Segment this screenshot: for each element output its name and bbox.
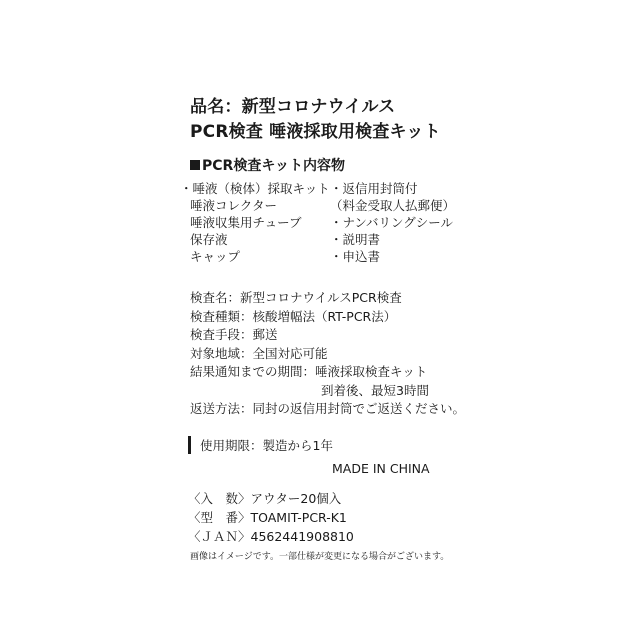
list-item: ・申込書 (330, 249, 381, 264)
inspection-details (190, 289, 465, 419)
contents-left-list (180, 180, 330, 265)
list-item: （料金受取人払郵便） (330, 198, 456, 213)
spec-line: 〈型 番〉TOAMIT-PCR-K1 (188, 510, 347, 525)
detail-line: 検査種類：核酸増幅法（RT-PCR法） (190, 308, 397, 324)
spec-line: 〈入 数〉アウター20個入 (188, 491, 342, 506)
detail-line: 検査手段：郵送 (190, 327, 278, 342)
contents-right-list (330, 180, 455, 265)
expiry-vertical-bar (188, 436, 191, 454)
detail-line: 検査名：新型コロナウイルスPCR検査 (190, 290, 402, 305)
list-item: 保存液 (190, 232, 228, 247)
list-item: ・説明書 (330, 232, 381, 247)
list-item: ・返信用封筒付 (330, 181, 418, 196)
product-title-line1: 品名：新型コロナウイルス (190, 97, 396, 117)
product-title-line2: PCR検査 唾液採取用検査キット (190, 122, 441, 142)
detail-line: 結果通知までの期間：唾液採取検査キット (190, 364, 428, 379)
detail-line: 返送方法：同封の返信用封筒でご返送ください。 (190, 401, 466, 416)
list-item: キャップ (190, 249, 241, 264)
list-item: ・唾液（検体）採取キット (180, 181, 330, 196)
contents-heading (190, 155, 345, 175)
detail-line: 到着後、最短3時間 (321, 382, 429, 398)
disclaimer-text: 画像はイメージです。一部仕様が変更になる場合がございます。 (190, 552, 450, 562)
spec-line: 〈ＪＡＮ〉4562441908810 (188, 529, 354, 544)
list-item: 唾液コレクター (190, 198, 278, 213)
detail-line: 対象地域：全国対応可能 (190, 345, 328, 361)
square-bullet-icon (190, 160, 200, 170)
spec-list (188, 489, 354, 546)
contents-heading-text: PCR検査キット内容物 (202, 158, 346, 174)
origin-text: MADE IN CHINA (332, 461, 430, 476)
list-item: ・ナンバリングシール (330, 215, 454, 230)
expiry-text: 使用期限：製造から1年 (200, 438, 333, 453)
list-item: 唾液収集用チューブ (190, 215, 302, 230)
